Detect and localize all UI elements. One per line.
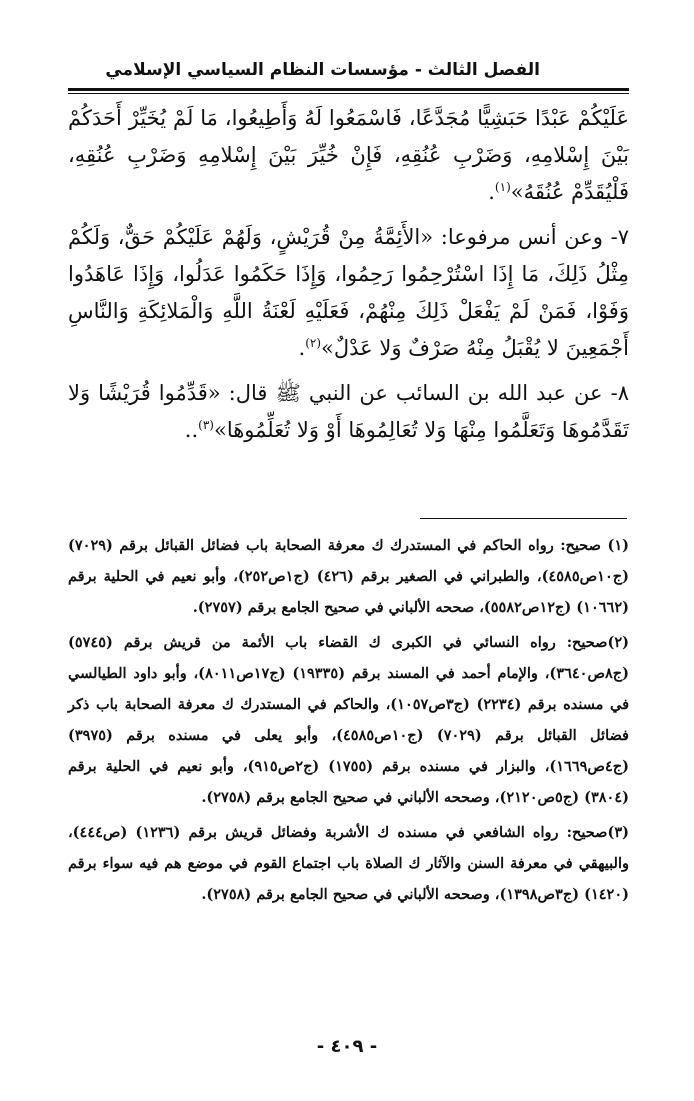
paragraph-text: عَلَيْكُمْ عَبْدًا حَبَشِيًّا مُجَدَّعًا، فَاسْمَعُوا لَهُ وَأَطِيعُوا، مَا لَمْ يُخَيِّرْ أَحَدَكُمْ بَيْنَ إِسْلامِهِ، وَضَرْبِ عُنُقِهِ، فَإِنْ خُيِّرَ بَيْنَ إِسْلامِهِ وَضَرْبِ عُنُقِهِ، فَلْيُقَدِّمْ عُنُقَهُ» [68, 106, 629, 204]
footnotes [68, 530, 629, 914]
paragraph-text: ٨- عن عبد الله بن السائب عن النبي ﷺ قال: «قَدِّمُوا قُرَيْشًا وَلا تَقَدَّمُوهَا وَتَعَلَّمُوا مِنْهَا وَلا تُعَالِمُوهَا أَوْ وَلا تُعَلِّمُوهَا» [68, 381, 629, 442]
page-number: - ٤٠٩ - [316, 1036, 378, 1057]
footnote-reference: (٢) [305, 336, 322, 350]
footnote-reference: (٣) [198, 418, 214, 432]
header-rule-thin [68, 93, 629, 94]
footnote-reference: (١) [494, 180, 511, 194]
paragraph-text: ٧- وعن أنس مرفوعا: «الأَئِمَّةُ مِنْ قُرَيْشٍ، وَلَهُمْ عَلَيْكُمْ حَقٌّ، وَلَكُمْ مِثْلُ ذَلِكَ، مَا إِذَا اسْتُرْحِمُوا رَحِمُوا، وَإِذَا حَكَمُوا عَدَلُوا، وَإِذَا عَاهَدُوا وَفَوْا، فَمَنْ لَمْ يَفْعَلْ ذَلِكَ مِنْهُمْ، فَعَلَيْهِ لَعْنَةُ اللَّهِ وَالْمَلائِكَةِ وَالنَّاسِ أَجْمَعِينَ لا يُقْبَلُ مِنْهُ صَرْفٌ وَلا عَدْلٌ» [68, 225, 629, 360]
footnote-1: (١) صحيح: رواه الحاكم في المستدرك ك معرفة الصحابة باب فضائل القبائل برقم (٧٠٢٩) (ج١٠ص٤٥٨٥)، والطبراني في الصغير برقم (٤٢٦) (ج١ص٢٥٢)، وأبو نعيم في الحلية برقم (١٠٦٦٢) (ج١٢ص٥٥٨٢)، صححه الألباني في صحيح الجامع برقم (٢٧٥٧). [68, 537, 629, 616]
header-rule [68, 88, 629, 91]
paragraph-hadith-8: ٨- عن عبد الله بن السائب عن النبي ﷺ قال: «قَدِّمُوا قُرَيْشًا وَلا تَقَدَّمُوهَا وَتَعَلَّمُوا مِنْهَا وَلا تُعَالِمُوهَا أَوْ وَلا تُعَلِّمُوهَا»$^{(٣)}$.. [68, 381, 629, 442]
footnote-3: (٣)صحيح: رواه الشافعي في مسنده ك الأشربة وفضائل قريش برقم (١٢٣٦) (ص٤٤٤)، والبيهقي في معرفة السنن والآثار ك الصلاة باب اجتماع القوم في موضع هم فيه سواء برقم (١٤٢٠) (ج٣ص١٣٩٨)، وصححه الألباني في صحيح الجامع برقم (٢٧٥٨). [68, 824, 629, 903]
paragraph-hadith-continuation: عَلَيْكُمْ عَبْدًا حَبَشِيًّا مُجَدَّعًا، فَاسْمَعُوا لَهُ وَأَطِيعُوا، مَا لَمْ يُخَيِّرْ أَحَدَكُمْ بَيْنَ إِسْلامِهِ، وَضَرْبِ عُنُقِهِ، فَإِنْ خُيِّرَ بَيْنَ إِسْلامِهِ وَضَرْبِ عُنُقِهِ، فَلْيُقَدِّمْ عُنُقَهُ»$^{(١)}$. [68, 106, 629, 204]
footnote-2: (٢)صحيح: رواه النسائي في الكبرى ك القضاء باب الأئمة من قريش برقم (٥٧٤٥) (ج٨ص٣٦٤٠)، والإمام أحمد في المسند برقم (١٩٣٣٥) (ج١٧ص٨٠١١)، وأبو داود الطيالسي في مسنده برقم (٢٢٣٤) (ج٣ص١٠٥٧)، والحاكم في المستدرك ك معرفة الصحابة باب ذكر فضائل القبائل برقم (٧٠٢٩) (ج١٠ص٤٥٨٥)، وأبو يعلى في مسنده برقم (٣٩٧٥) (ج٤ص١٦٦٩)، والبزار في مسنده برقم (١٧٥٥) (ج٢ص٩١٥)، وأبو نعيم في الحلية برقم (٣٨٠٤) (ج٥ص٢١٢٠)، وصححه الألباني في صحيح الجامع برقم (٢٧٥٨). [68, 634, 630, 806]
footnote-separator [420, 518, 627, 519]
running-header-title: الفصل الثالث - مؤسسات النظام السياسي الإسلامي [105, 60, 540, 80]
paragraph-hadith-7: ٧- وعن أنس مرفوعا: «الأَئِمَّةُ مِنْ قُرَيْشٍ، وَلَهُمْ عَلَيْكُمْ حَقٌّ، وَلَكُمْ مِثْلُ ذَلِكَ، مَا إِذَا اسْتُرْحِمُوا رَحِمُوا، وَإِذَا حَكَمُوا عَدَلُوا، وَإِذَا عَاهَدُوا وَفَوْا، فَمَنْ لَمْ يَفْعَلْ ذَلِكَ مِنْهُمْ، فَعَلَيْهِ لَعْنَةُ اللَّهِ وَالْمَلائِكَةِ وَالنَّاسِ أَجْمَعِينَ لا يُقْبَلُ مِنْهُ صَرْفٌ وَلا عَدْلٌ»$^{(٢)}$. [68, 225, 629, 360]
main-text [68, 100, 629, 457]
